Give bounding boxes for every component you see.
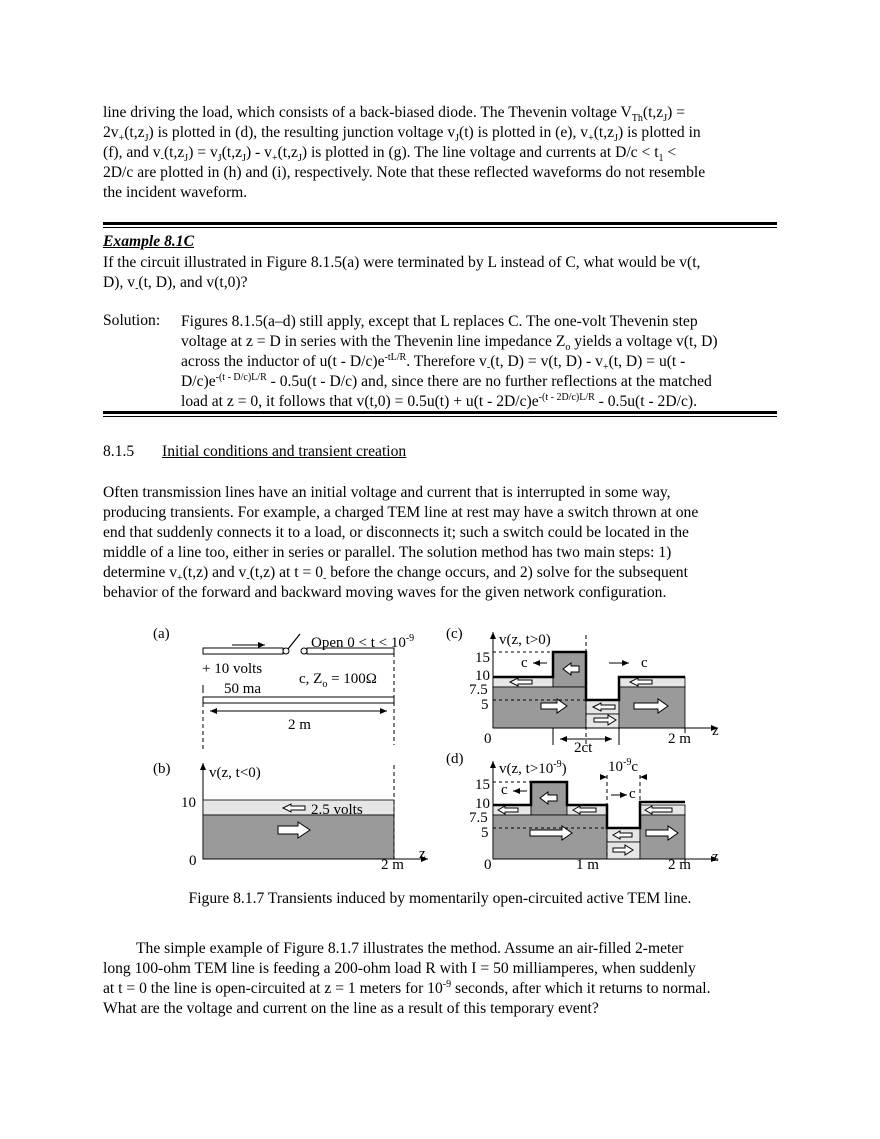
figure-8-1-7 <box>0 625 880 885</box>
figure-caption: Figure 8.1.7 Transients induced by momentarily open-circuited active TEM line. <box>188 890 692 907</box>
panel-d-y10-label: 10 <box>475 796 490 812</box>
panel-c-plot <box>446 626 719 756</box>
panel-b-z-label: z <box>419 846 426 862</box>
panel-c-y15-label: 15 <box>475 650 490 666</box>
panel-d-y15-label: 15 <box>475 777 490 793</box>
panel-b-axis-title: v(z, t<0) <box>209 765 261 781</box>
line-bottom-conductor <box>203 697 394 703</box>
panel-c-right-speed-label: c <box>641 655 648 671</box>
panel-d-plot <box>446 751 719 873</box>
panel-b-label: (b) <box>153 761 171 777</box>
panel-d-y5-label: 5 <box>481 825 489 841</box>
panel-d-right-speed-label: c <box>629 786 636 802</box>
line-length-label: 2 m <box>288 717 311 733</box>
panel-b-origin-label: 0 <box>189 853 197 869</box>
panel-d-left-speed-label: c <box>501 782 508 798</box>
panel-d-y75-label: 7.5 <box>469 810 488 826</box>
line-impedance-label: c, $Z_o = 100\Omega$ <box>299 671 377 690</box>
panel-a-label: (a) <box>153 626 170 642</box>
panel-c-z-label: z <box>712 723 719 739</box>
switch-contact-right <box>301 648 307 654</box>
panel-d-axis-title: v(z, $t>10^{-9}$) <box>499 759 567 777</box>
panel-d-z-label: z <box>712 849 719 865</box>
panel-d-forward-right <box>640 815 685 859</box>
intro-paragraph: line driving the load, which consists of a back-biased diode. The Thevenin voltage $V_{Th}(t,z_J)$ = $2v_+(t,z_J)$ is plotted in (d), the resulting junction voltage $v_J(t)$ is plotted in (e), $v_+(t,z_J)$ is plotted in (f), and $v_-(t,z_J) = v_J(t,z_J) - v_+(t,z_J)$ is plotted in (g). The line voltage and currents at $D/c < t_1$ < 2D/c are plotted in (h) and (i), respectively. Note that these reflected waveforms do not resemble the incident waveform. <box>103 104 706 201</box>
panel-c-y10-label: 10 <box>475 668 490 684</box>
panel-d-label: (d) <box>446 751 464 767</box>
body-paragraph-1: Often transmission lines have an initial voltage and current that is interrupted in some way, producing transients. For example, a charged TEM line at rest may have a switch thrown at one end that suddenly connects it to a load, or disconnects it; such a switch could be located in the middle of a line too, either in series or parallel. The solution method has two main steps: 1) determine $v_+(t,z)$ and $v_-(t,z)$ at $t = 0_-$ before the change occurs, and 2) solve for the subsequent behavior of the forward and backward moving waves for the given network configuration. <box>103 484 699 601</box>
example-top-rule <box>103 222 777 228</box>
solution-label: Solution: <box>103 312 161 329</box>
panel-c-y5-label: 5 <box>481 697 489 713</box>
panel-a-circuit <box>153 626 414 750</box>
example-title: Example 8.1C <box>103 233 194 250</box>
body-paragraph-2: The simple example of Figure 8.1.7 illustrates the method. Assume an air-filled 2-meter long 100-ohm TEM line is feeding a 200-ohm load R with I = 50 milliamperes, when suddenly at t = 0 the line is open-circuited at z = 1 meters for $10^{-9}$ seconds, after which it returns to normal. What are the voltage and current on the line as a result of this temporary event? <box>103 940 711 1017</box>
panel-d-mid-label: 1 m <box>576 857 599 873</box>
panel-c-forward-left <box>493 687 586 728</box>
section-number: 8.1.5 <box>103 443 135 460</box>
panel-b-xend-label: 2 m <box>381 857 404 873</box>
section-title: Initial conditions and transient creation <box>162 443 407 460</box>
source-volts-label: + 10 volts <box>202 661 263 677</box>
panel-c-mid-label: 2ct <box>574 740 593 756</box>
panel-b-y10-label: 10 <box>181 795 196 811</box>
solution-body: Figures 8.1.5(a–d) still apply, except that L replaces C. The one-volt Thevenin step voltage at z = D in series with the Thevenin line impedance $Z_o$ yields a voltage v(t, D) across the inductor of $u(t - D/c)e^{-tL/R}$. Therefore $v_-(t$, D) = v(t, $D) - v_+(t$, D) = u(t - $D/c)e^{-(t - D/c)L/R} - 0.5u(t - D/c)$ and, since there are no further reflections at the matched load at z = 0, it follows that $v(t,0) = 0.5u(t) + u(t - 2D/c)e^{-(t - 2D/c)L/R} - 0.5u(t - 2D/c)$. <box>181 313 718 410</box>
line-left-segment <box>203 648 283 654</box>
panel-c-y75-label: 7.5 <box>469 682 488 698</box>
switch-label: Open $0 < t < 10^{-9}$ <box>311 633 415 651</box>
source-current-label: 50 ma <box>224 681 262 697</box>
example-bottom-rule <box>103 411 777 417</box>
panel-c-left-speed-label: c <box>521 655 528 671</box>
panel-c-xend-label: 2 m <box>668 731 691 747</box>
panel-c-origin-label: 0 <box>484 731 492 747</box>
panel-b-wave-label: 2.5 volts <box>311 802 363 818</box>
panel-b-plot <box>153 761 428 873</box>
switch-blade <box>288 634 300 649</box>
panel-d-origin-label: 0 <box>484 857 492 873</box>
example-question: If the circuit illustrated in Figure 8.1.5(a) were terminated by L instead of C, what would be v(t, D), $v_-(t$, D), and v(t,0)? <box>103 254 701 295</box>
panel-c-label: (c) <box>446 626 463 642</box>
panel-c-axis-title: v(z, t>0) <box>499 632 551 648</box>
panel-d-forward-left <box>493 815 607 859</box>
panel-d-top-label: $10^{-9}c$ <box>608 757 639 775</box>
panel-d-xend-label: 2 m <box>668 857 691 873</box>
